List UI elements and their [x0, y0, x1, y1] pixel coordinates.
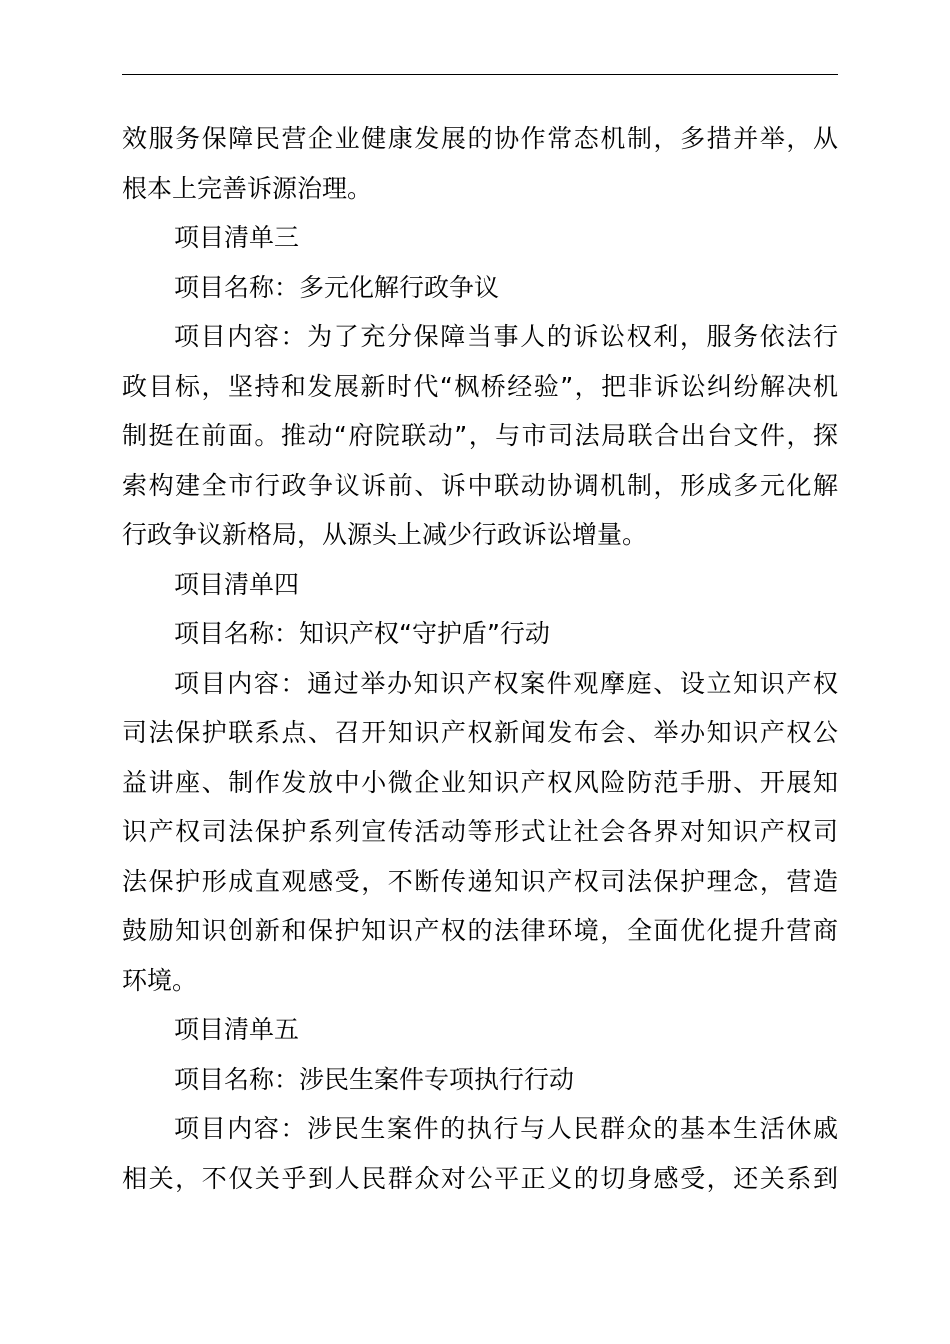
text-line: 项目名称：知识产权“守护盾”行动 — [174, 619, 550, 648]
text-line: 识产权司法保护系列宣传活动等形式让社会各界对知识产权司 — [122, 817, 838, 846]
text-line: 鼓励知识创新和保护知识产权的法律环境，全面优化提升营商 — [122, 916, 838, 945]
text-line: 相关，不仅关乎到人民群众对公平正义的切身感受，还关系到 — [122, 1163, 838, 1193]
text-line: 项目清单四 — [174, 569, 300, 599]
text-line: 项目清单三 — [174, 223, 300, 252]
text-line: 索构建全市行政争议诉前、诉中联动协调机制，形成多元化解 — [122, 470, 838, 500]
text-line: 项目内容：通过举办知识产权案件观摩庭、设立知识产权 — [174, 668, 838, 698]
text-line: 项目名称：多元化解行政争议 — [174, 272, 500, 302]
text-line: 项目清单五 — [174, 1015, 300, 1044]
text-line: 效服务保障民营企业健康发展的协作常态机制，多措并举，从 — [122, 124, 838, 153]
header-rule — [122, 74, 838, 75]
text-line: 根本上完善诉源治理。 — [122, 173, 373, 203]
text-line: 项目内容：涉民生案件的执行与人民群众的基本生活休戚 — [174, 1114, 838, 1143]
text-line: 益讲座、制作发放中小微企业知识产权风险防范手册、开展知 — [122, 767, 838, 797]
text-line: 司法保护联系点、召开知识产权新闻发布会、举办知识产权公 — [122, 718, 838, 747]
text-line: 法保护形成直观感受，不断传递知识产权司法保护理念，营造 — [122, 866, 838, 896]
text-line: 项目名称：涉民生案件专项执行行动 — [174, 1064, 575, 1094]
text-line: 项目内容：为了充分保障当事人的诉讼权利，服务依法行 — [174, 322, 838, 351]
text-line: 行政争议新格局，从源头上减少行政诉讼增量。 — [122, 520, 648, 549]
text-line: 政目标，坚持和发展新时代“枫桥经验”，把非诉讼纠纷解决机 — [122, 371, 838, 401]
text-line: 环境。 — [122, 965, 198, 995]
document-body — [122, 114, 838, 1203]
text-line: 制挺在前面。推动“府院联动”，与市司法局联合出台文件，探 — [122, 421, 838, 450]
